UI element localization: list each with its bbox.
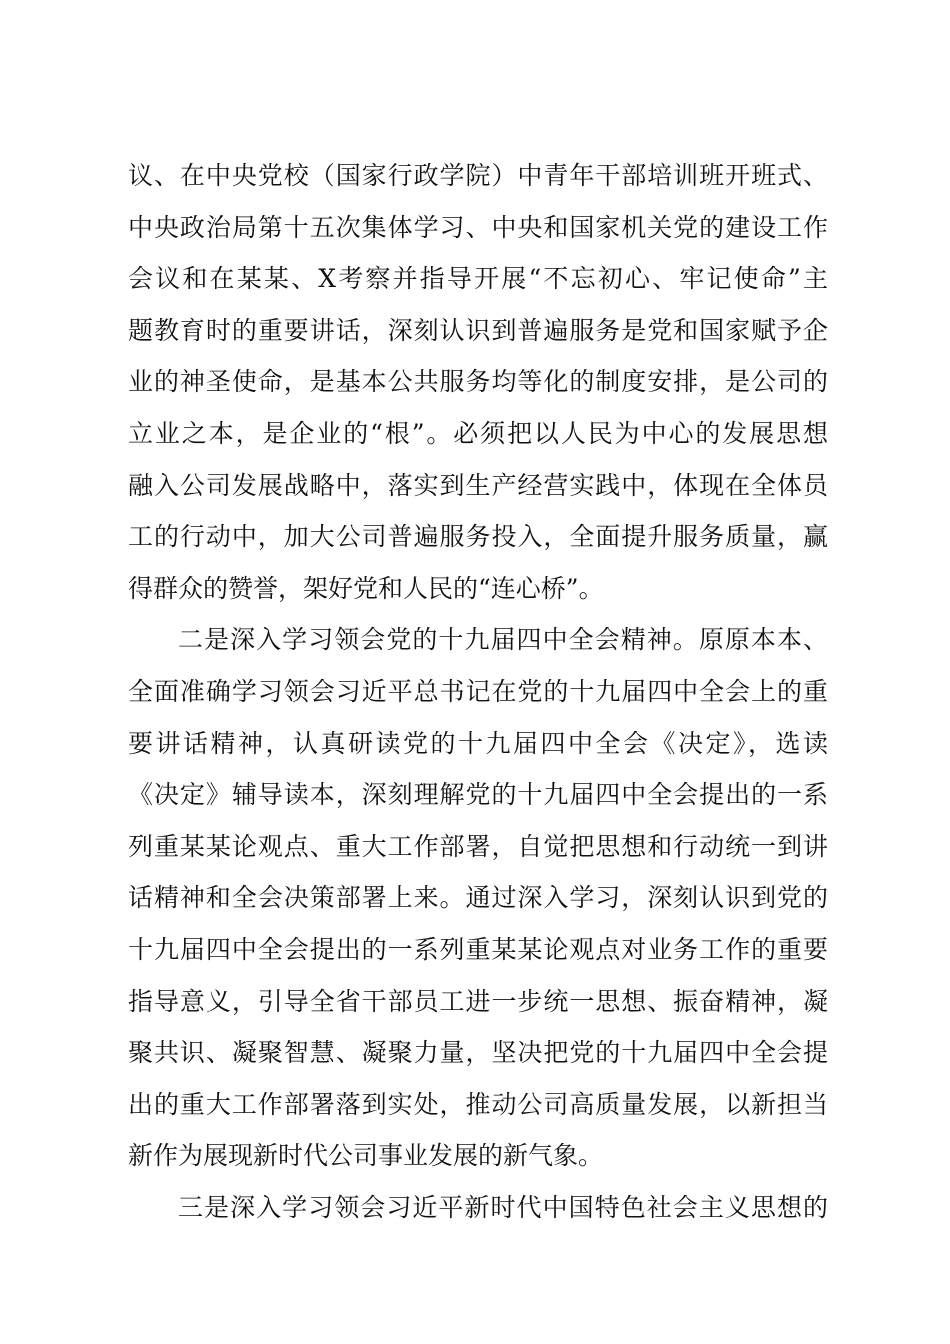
paragraph-2-line-4: 《决定》辅导读本，深刻理解党的十九届四中全会提出的一系	[128, 780, 828, 810]
paragraph-1-line-6: 立业之本，是企业的“根”。必须把以人民为中心的发展思想	[128, 418, 828, 448]
paragraph-2-line-3: 要讲话精神，认真研读党的十九届四中全会《决定》，选读	[128, 728, 828, 758]
paragraph-2-line-1: 二是深入学习领会党的十九届四中全会精神。原原本本、	[178, 625, 828, 655]
paragraph-2-line-8: 指导意义，引导全省干部员工进一步统一思想、振奋精神，凝	[128, 986, 828, 1016]
paragraph-2-line-5: 列重某某论观点、重大工作部署，自觉把思想和行动统一到讲	[128, 831, 828, 861]
paragraph-1-line-4: 题教育时的重要讲话，深刻认识到普遍服务是党和国家赋予企	[128, 315, 828, 345]
paragraph-1-line-1: 议、在中央党校（国家行政学院）中青年干部培训班开班式、	[128, 161, 828, 190]
document-body	[128, 150, 828, 1233]
paragraph-1-line-7: 融入公司发展战略中，落实到生产经营实践中，体现在全体员	[128, 470, 828, 500]
paragraph-2-line-2: 全面准确学习领会习近平总书记在党的十九届四中全会上的重	[128, 676, 828, 706]
paragraph-1-line-5: 业的神圣使命，是基本公共服务均等化的制度安排，是公司的	[128, 367, 828, 397]
paragraph-3-line-1: 三是深入学习领会习近平新时代中国特色社会主义思想的	[178, 1192, 828, 1222]
paragraph-1-line-9: 得群众的赞誉，架好党和人民的“连心桥”。	[128, 573, 604, 603]
paragraph-2-line-11: 新作为展现新时代公司事业发展的新气象。	[128, 1141, 604, 1171]
paragraph-2-line-6: 话精神和全会决策部署上来。通过深入学习，深刻认识到党的	[128, 883, 828, 913]
paragraph-1-line-2: 中央政治局第十五次集体学习、中央和国家机关党的建设工作	[128, 212, 828, 242]
paragraph-2-line-7: 十九届四中全会提出的一系列重某某论观点对业务工作的重要	[128, 934, 828, 964]
paragraph-2-line-9: 聚共识、凝聚智慧、凝聚力量，坚决把党的十九届四中全会提	[128, 1038, 828, 1068]
paragraph-1-line-3: 会议和在某某、X考察并指导开展“不忘初心、牢记使命”主	[128, 264, 828, 294]
paragraph-1-line-8: 工的行动中，加大公司普遍服务投入，全面提升服务质量，赢	[128, 522, 828, 552]
paragraph-2-line-10: 出的重大工作部署落到实处，推动公司高质量发展，以新担当	[128, 1089, 828, 1119]
